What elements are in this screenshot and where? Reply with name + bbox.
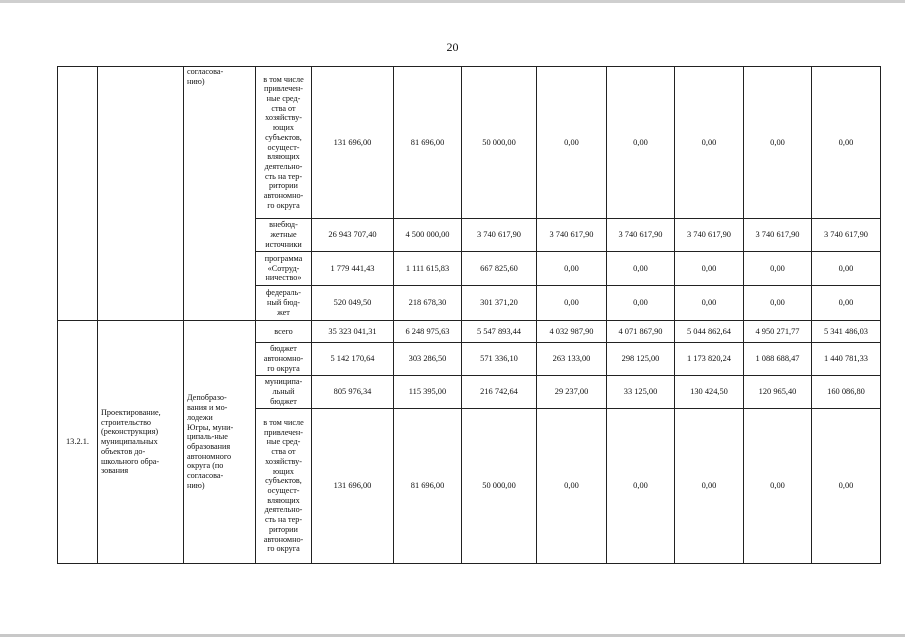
activity-name: Проектирование, строительство (реконструкция) муниципальных объектов до- школьного обра- зования bbox=[98, 321, 184, 564]
value-cell: 1 111 615,83 bbox=[394, 252, 462, 286]
value-cell: 805 976,34 bbox=[312, 376, 394, 409]
responsible-cell: согласова- нию) bbox=[184, 67, 256, 321]
value-cell: 303 286,50 bbox=[394, 343, 462, 376]
value-cell: 0,00 bbox=[744, 286, 812, 321]
value-cell: 1 779 441,43 bbox=[312, 252, 394, 286]
value-cell: 3 740 617,90 bbox=[812, 219, 881, 252]
value-cell: 0,00 bbox=[607, 252, 675, 286]
value-cell: 26 943 707,40 bbox=[312, 219, 394, 252]
value-cell: 35 323 041,31 bbox=[312, 321, 394, 343]
value-cell: 81 696,00 bbox=[394, 67, 462, 219]
value-cell: 3 740 617,90 bbox=[607, 219, 675, 252]
value-cell: 120 965,40 bbox=[744, 376, 812, 409]
value-cell: 4 500 000,00 bbox=[394, 219, 462, 252]
value-cell: 0,00 bbox=[744, 252, 812, 286]
source-cell: программа «Сотруд- ничество» bbox=[256, 252, 312, 286]
value-cell: 0,00 bbox=[607, 67, 675, 219]
value-cell: 50 000,00 bbox=[462, 409, 537, 564]
value-cell: 160 086,80 bbox=[812, 376, 881, 409]
source-cell: бюджет автономно- го округа bbox=[256, 343, 312, 376]
value-cell: 0,00 bbox=[812, 252, 881, 286]
scan-top-edge bbox=[0, 0, 905, 3]
value-cell: 520 049,50 bbox=[312, 286, 394, 321]
value-cell: 0,00 bbox=[812, 409, 881, 564]
value-cell: 6 248 975,63 bbox=[394, 321, 462, 343]
page-number: 20 bbox=[446, 40, 459, 54]
value-cell: 1 440 781,33 bbox=[812, 343, 881, 376]
source-cell: в том числе привлечен- ные сред- ства от хозяйству- ющих субъектов, осущест- вляющих деятельно- сть на тер- ритории автономно- го округа bbox=[256, 67, 312, 219]
value-cell: 81 696,00 bbox=[394, 409, 462, 564]
value-cell: 0,00 bbox=[675, 67, 744, 219]
value-cell: 33 125,00 bbox=[607, 376, 675, 409]
value-cell: 115 395,00 bbox=[394, 376, 462, 409]
value-cell: 0,00 bbox=[537, 252, 607, 286]
value-cell: 3 740 617,90 bbox=[537, 219, 607, 252]
table-row bbox=[58, 321, 881, 343]
value-cell: 218 678,30 bbox=[394, 286, 462, 321]
value-cell: 4 032 987,90 bbox=[537, 321, 607, 343]
value-cell: 3 740 617,90 bbox=[744, 219, 812, 252]
value-cell: 0,00 bbox=[812, 67, 881, 219]
value-cell: 0,00 bbox=[812, 286, 881, 321]
value-cell: 263 133,00 bbox=[537, 343, 607, 376]
value-cell: 131 696,00 bbox=[312, 409, 394, 564]
source-cell: в том числе привлечен- ные сред- ства от хозяйству- ющих субъектов, осущест- вляющих деятельно- сть на тер- ритории автономно- го округа bbox=[256, 409, 312, 564]
code-cell-empty bbox=[58, 67, 98, 321]
responsible-executor: Депобразо- вания и мо- лодежи Югры, муни- ципаль-ные образования автономного округа (по согласова- нию) bbox=[184, 321, 256, 564]
value-cell: 0,00 bbox=[675, 286, 744, 321]
source-cell: всего bbox=[256, 321, 312, 343]
value-cell: 5 547 893,44 bbox=[462, 321, 537, 343]
value-cell: 130 424,50 bbox=[675, 376, 744, 409]
value-cell: 4 071 867,90 bbox=[607, 321, 675, 343]
value-cell: 298 125,00 bbox=[607, 343, 675, 376]
source-cell: внебюд- жетные источники bbox=[256, 219, 312, 252]
item-code: 13.2.1. bbox=[58, 321, 98, 564]
value-cell: 5 341 486,03 bbox=[812, 321, 881, 343]
funding-table bbox=[57, 66, 881, 564]
scan-bottom-edge bbox=[0, 634, 905, 637]
value-cell: 667 825,60 bbox=[462, 252, 537, 286]
value-cell: 0,00 bbox=[675, 409, 744, 564]
value-cell: 0,00 bbox=[607, 286, 675, 321]
activity-cell-empty bbox=[98, 67, 184, 321]
value-cell: 29 237,00 bbox=[537, 376, 607, 409]
value-cell: 1 173 820,24 bbox=[675, 343, 744, 376]
value-cell: 0,00 bbox=[675, 252, 744, 286]
value-cell: 1 088 688,47 bbox=[744, 343, 812, 376]
value-cell: 5 044 862,64 bbox=[675, 321, 744, 343]
value-cell: 4 950 271,77 bbox=[744, 321, 812, 343]
value-cell: 0,00 bbox=[607, 409, 675, 564]
source-cell: муниципа- льный бюджет bbox=[256, 376, 312, 409]
value-cell: 301 371,20 bbox=[462, 286, 537, 321]
source-cell: федераль- ный бюд- жет bbox=[256, 286, 312, 321]
value-cell: 5 142 170,64 bbox=[312, 343, 394, 376]
value-cell: 0,00 bbox=[537, 286, 607, 321]
table-row bbox=[58, 67, 881, 219]
value-cell: 3 740 617,90 bbox=[462, 219, 537, 252]
value-cell: 3 740 617,90 bbox=[675, 219, 744, 252]
value-cell: 571 336,10 bbox=[462, 343, 537, 376]
value-cell: 0,00 bbox=[744, 67, 812, 219]
value-cell: 0,00 bbox=[744, 409, 812, 564]
value-cell: 0,00 bbox=[537, 409, 607, 564]
value-cell: 216 742,64 bbox=[462, 376, 537, 409]
value-cell: 0,00 bbox=[537, 67, 607, 219]
value-cell: 50 000,00 bbox=[462, 67, 537, 219]
value-cell: 131 696,00 bbox=[312, 67, 394, 219]
